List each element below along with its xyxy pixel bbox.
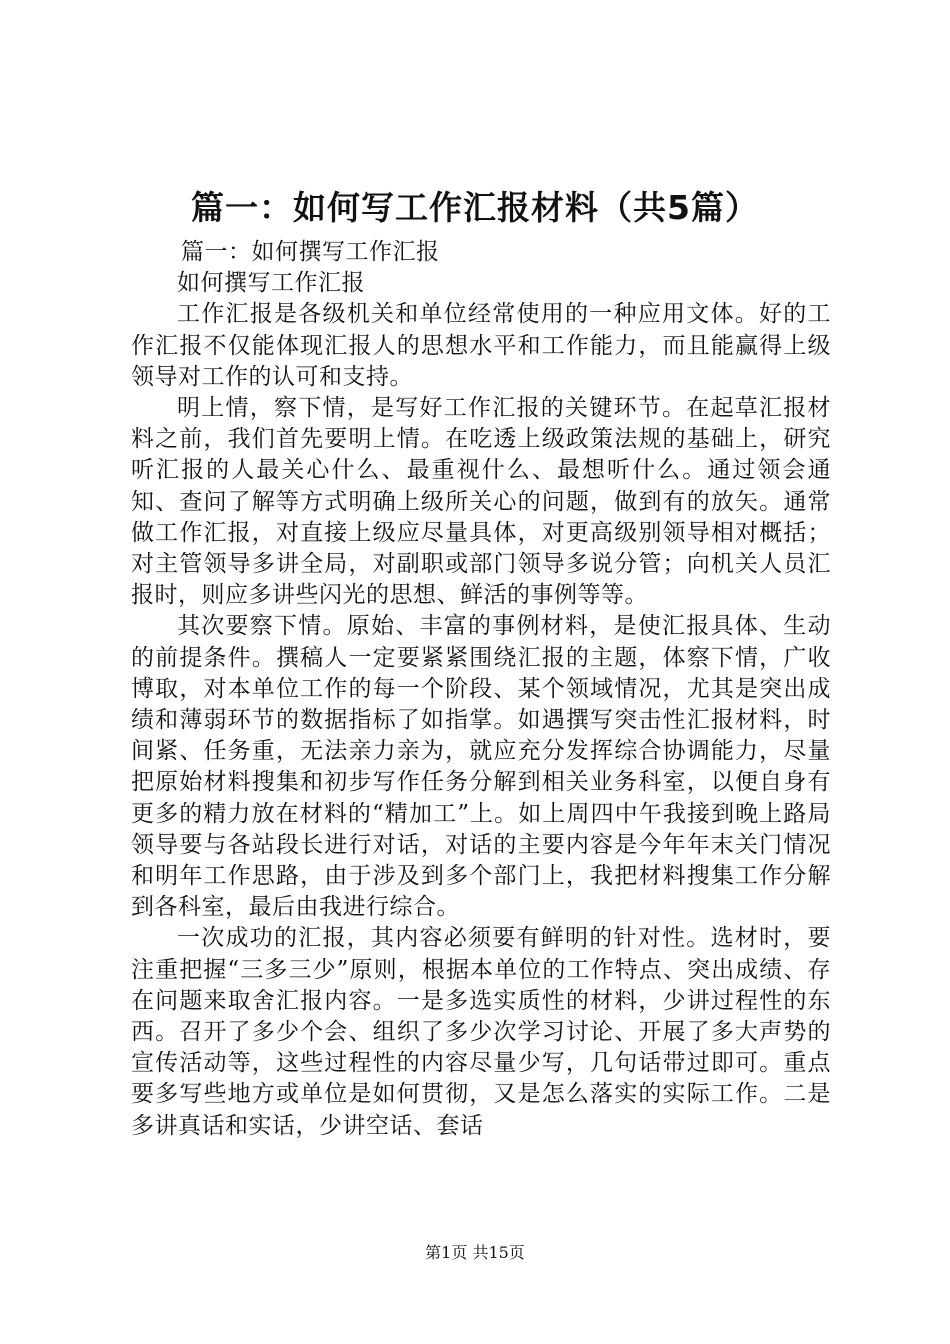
page-footer: 第1页 共15页 [425, 1243, 525, 1262]
subheading-2: 如何撰写工作汇报 [177, 270, 365, 297]
paragraph: 明上情，察下情，是写好工作汇报的关键环节。在起草汇报材料之前，我们首先要明上情。在吃透上级政策法规的基础上，研究听汇报的人最关心什么、最重视什么、最想听什么。通过领会通知、查问了解等方式明确上级所关心的问题，做到有的放矢。通常做工作汇报，对直接上级应尽量具体，对更高级别领导相对概括；对主管领导多讲全局，对副职或部门领导多说分管；向机关人员汇报时，则应多讲些闪光的思想、鲜活的事例等等。 [131, 395, 831, 609]
document-body [131, 237, 831, 1142]
document-title: 篇一：如何写工作汇报材料（共5篇） [191, 188, 759, 227]
paragraph: 一次成功的汇报，其内容必须要有鲜明的针对性。选材时，要注重把握“三多三少”原则，根据本单位的工作特点、突出成绩、存在问题来取舍汇报内容。一是多选实质性的材料，少讲过程性的东西。召开了多少个会、组织了多少次学习讨论、开展了多大声势的宣传活动等，这些过程性的内容尽量少写，几句话带过即可。重点要多写些地方或单位是如何贯彻，又是怎么落实的实际工作。二是多讲真话和实话，少讲空话、套话 [131, 925, 831, 1139]
subheading-1: 篇一：如何撰写工作汇报 [181, 239, 440, 265]
paragraph: 工作汇报是各级机关和单位经常使用的一种应用文体。好的工作汇报不仅能体现汇报人的思想水平和工作能力，而且能赢得上级领导对工作的认可和支持。 [131, 301, 831, 390]
paragraph: 其次要察下情。原始、丰富的事例材料，是使汇报具体、生动的前提条件。撰稿人一定要紧紧围绕汇报的主题，体察下情，广收博取，对本单位工作的每一个阶段、某个领域情况，尤其是突出成绩和薄弱环节的数据指标了如指掌。如遇撰写突击性汇报材料，时间紧、任务重，无法亲力亲为，就应充分发挥综合协调能力，尽量把原始材料搜集和初步写作任务分解到相关业务科室，以便自身有更多的精力放在材料的“精加工”上。如上周四中午我接到晚上路局领导要与各站段长进行对话，对话的主要内容是今年年末关门情况和明年工作思路，由于涉及到多个部门上，我把材料搜集工作分解到各科室，最后由我进行综合。 [131, 613, 831, 921]
